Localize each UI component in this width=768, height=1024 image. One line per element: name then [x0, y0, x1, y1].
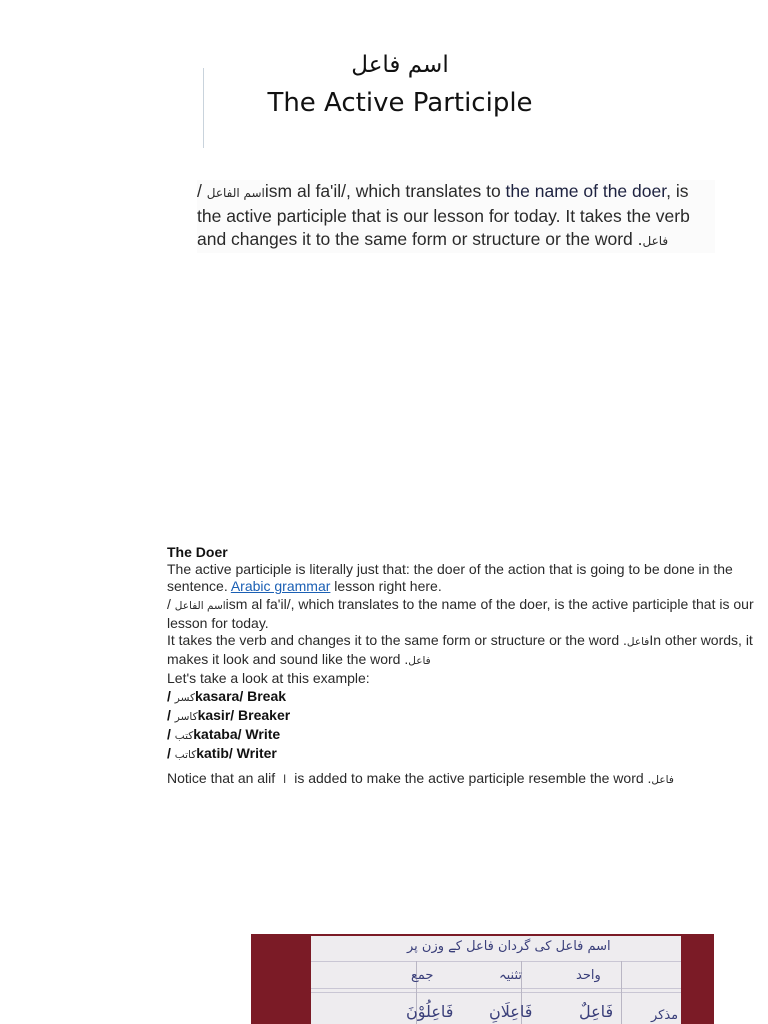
photo-col-plural: جمع [411, 968, 434, 983]
photo-col-singular: واحد [576, 968, 601, 983]
notice-paragraph: Notice that an alif ا is added to make the active participle resemble the word .فاعل [167, 770, 674, 786]
notebook-paper [311, 936, 681, 1024]
alif-letter: ا [283, 773, 287, 786]
example-item: / كاتبkatib/ Writer [167, 745, 277, 762]
example-item: / كتبkataba/ Write [167, 726, 281, 743]
example-item: / كسرkasara/ Break [167, 687, 287, 704]
doer-paragraph-4: Let's take a look at this example: [167, 670, 370, 687]
photo-plural: فَاعِلُوْنَ [406, 1002, 454, 1021]
intro-paragraph [197, 180, 715, 253]
table-photo [251, 934, 714, 1024]
example-item: / كاسرkasir/ Breaker [167, 706, 291, 723]
intro-arabic-end: فاعل [642, 234, 669, 248]
photo-singular: فَاعِلٌ [579, 1002, 614, 1021]
intro-arabic-term: اسم الفاعل [206, 186, 265, 200]
page-title: The Active Participle [267, 88, 533, 118]
doer-paragraph-2: / اسم الفاعلism al fa'il/, which translates to the name of the doer, is the active participle that is our lesson for today. [167, 595, 754, 631]
intro-text-3: , is the active participle that is our lesson for today. It takes the verb and changes it to the same form or structure or the word . [197, 181, 690, 249]
doer-section [167, 544, 757, 764]
photo-title: اسم فاعل کی گردان فاعل کے وزن پر [407, 939, 611, 954]
photo-row-label: مذکر [651, 1008, 679, 1023]
intro-text-1: ism al fa'il/, which translates to [264, 181, 506, 201]
arabic-grammar-link[interactable]: Arabic grammar [230, 578, 331, 595]
intro-name-of-doer: the name of the doer [505, 181, 667, 201]
doer-paragraph-1: The active participle is literally just that: the doer of the action that is going to be done in the sentence. Arabic grammar lesson right here. [167, 561, 733, 595]
doer-heading: The Doer [167, 544, 228, 560]
intro-slash: / [197, 181, 207, 201]
doer-paragraph-3: It takes the verb and changes it to the same form or structure or the word .فاعلIn other words, it makes it look and sound like the word .فاعل [167, 632, 753, 668]
photo-dual: فَاعِلَانِ [489, 1002, 533, 1021]
title-arabic: اسم فاعل [351, 52, 449, 78]
photo-col-dual: تثنیہ [499, 968, 523, 983]
